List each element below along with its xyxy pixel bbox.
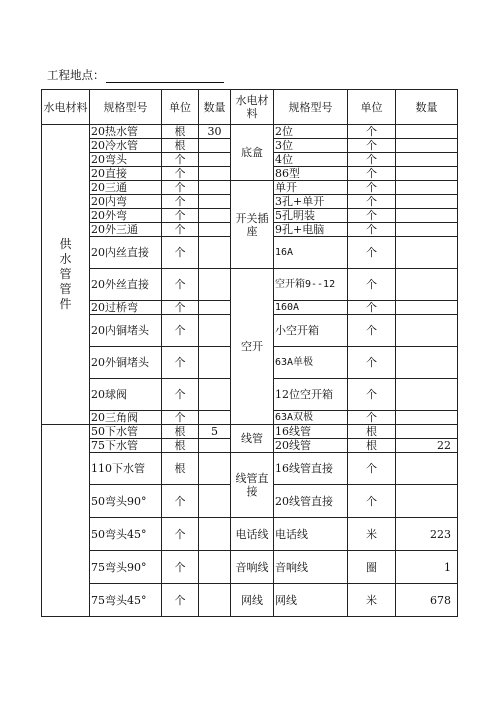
qty-cell-right[interactable] [396, 125, 458, 139]
table-row [42, 518, 458, 551]
category-cell-network: 网线 [231, 584, 274, 617]
spec-cell-right: 3孔+单开 [274, 195, 348, 209]
qty-cell-right[interactable] [396, 425, 458, 439]
qty-cell-right[interactable]: 1 [396, 551, 458, 584]
spec-cell-right: 20线管直接 [274, 485, 348, 518]
unit-cell: 个 [162, 584, 199, 617]
unit-cell-right: 个 [348, 301, 396, 315]
unit-cell-right: 个 [348, 485, 396, 518]
unit-cell: 个 [162, 223, 199, 237]
spec-cell-right: 音响线 [274, 551, 348, 584]
spec-cell-right: 16A [274, 237, 348, 269]
spec-cell-right: 86型 [274, 167, 348, 181]
spec-cell-right: 4位 [274, 153, 348, 167]
category-cell-conduit-joint [231, 453, 274, 518]
category-cell-boxes: 底盒 [231, 125, 274, 181]
qty-cell-right[interactable] [396, 301, 458, 315]
qty-cell-right[interactable]: 22 [396, 439, 458, 453]
header-category: 水电材料 [42, 90, 90, 125]
qty-cell[interactable] [199, 181, 231, 195]
qty-cell-right[interactable] [396, 167, 458, 181]
header-category-2: 水电材料 [231, 90, 274, 125]
unit-cell-right: 根 [348, 425, 396, 439]
qty-cell-right[interactable] [396, 379, 458, 411]
spec-cell: 20外弯 [90, 209, 162, 223]
qty-cell-right[interactable]: 678 [396, 584, 458, 617]
unit-cell-right: 个 [348, 237, 396, 269]
header-unit: 单位 [162, 90, 199, 125]
qty-cell[interactable] [199, 209, 231, 223]
unit-cell: 个 [162, 167, 199, 181]
qty-cell[interactable]: 30 [199, 125, 231, 139]
unit-cell: 个 [162, 269, 199, 301]
table-row [42, 584, 458, 617]
unit-cell-right: 米 [348, 584, 396, 617]
unit-cell-right: 个 [348, 315, 396, 347]
qty-cell[interactable] [199, 347, 231, 379]
qty-cell-right[interactable] [396, 195, 458, 209]
unit-cell-right: 个 [348, 223, 396, 237]
qty-cell-right[interactable] [396, 139, 458, 153]
unit-cell: 个 [162, 485, 199, 518]
qty-cell-right[interactable] [396, 153, 458, 167]
unit-cell-right: 个 [348, 195, 396, 209]
unit-cell-right: 个 [348, 181, 396, 195]
site-line [47, 67, 224, 83]
qty-cell[interactable] [199, 153, 231, 167]
table-row [42, 181, 458, 195]
spec-cell: 20球阀 [90, 379, 162, 411]
spec-cell: 20三角阀 [90, 411, 162, 425]
qty-cell[interactable] [199, 195, 231, 209]
spec-cell-right: 2位 [274, 125, 348, 139]
header-spec: 规格型号 [90, 90, 162, 125]
category-cell-drainage [42, 425, 90, 617]
category-cell-audio: 音响线 [231, 551, 274, 584]
qty-cell-right[interactable] [396, 485, 458, 518]
spec-cell-right: 16线管直接 [274, 453, 348, 485]
spec-cell-right: 12位空开箱 [274, 379, 348, 411]
category-cell-switches [231, 181, 274, 269]
spec-cell: 75弯头90° [90, 551, 162, 584]
spec-cell: 20三通 [90, 181, 162, 195]
spec-cell: 50下水管 [90, 425, 162, 439]
qty-cell[interactable] [199, 269, 231, 301]
qty-cell[interactable] [199, 315, 231, 347]
qty-cell-right[interactable]: 223 [396, 518, 458, 551]
spec-cell: 50弯头90° [90, 485, 162, 518]
qty-cell[interactable]: 5 [199, 425, 231, 439]
qty-cell-right[interactable] [396, 237, 458, 269]
qty-cell[interactable] [199, 485, 231, 518]
spec-cell-right: 160A [274, 301, 348, 315]
qty-cell[interactable] [199, 223, 231, 237]
category-cell-conduit: 线管 [231, 425, 274, 453]
table-row [42, 551, 458, 584]
unit-cell-right: 个 [348, 347, 396, 379]
qty-cell[interactable] [199, 167, 231, 181]
table-row [42, 125, 458, 139]
unit-cell-right: 个 [348, 453, 396, 485]
spec-cell: 20外铜堵头 [90, 347, 162, 379]
category-label-conduit-joint: 线管直接 [235, 472, 269, 498]
spec-cell: 50弯头45° [90, 518, 162, 551]
spec-cell-right: 小空开箱 [274, 315, 348, 347]
spec-cell-right: 空开箱9--12 [274, 269, 348, 301]
unit-cell: 个 [162, 195, 199, 209]
spec-cell: 20内丝直接 [90, 237, 162, 269]
unit-cell-right: 圈 [348, 551, 396, 584]
unit-cell-right: 个 [348, 411, 396, 425]
unit-cell-right: 个 [348, 153, 396, 167]
spec-cell: 75弯头45° [90, 584, 162, 617]
unit-cell: 个 [162, 379, 199, 411]
qty-cell[interactable] [199, 439, 231, 453]
unit-cell: 根 [162, 453, 199, 485]
unit-cell-right: 个 [348, 209, 396, 223]
qty-cell[interactable] [199, 453, 231, 485]
category-label-switches: 开关插座 [235, 211, 269, 238]
qty-cell[interactable] [199, 139, 231, 153]
spec-cell-right: 20线管 [274, 439, 348, 453]
spec-cell: 110下水管 [90, 453, 162, 485]
unit-cell-right: 个 [348, 139, 396, 153]
spec-cell-right: 16线管 [274, 425, 348, 439]
unit-cell-right: 个 [348, 269, 396, 301]
site-input-blank[interactable] [106, 71, 224, 83]
unit-cell: 个 [162, 209, 199, 223]
spec-cell-right: 电话线 [274, 518, 348, 551]
materials-table [41, 89, 458, 617]
header-spec-2: 规格型号 [274, 90, 348, 125]
spec-cell: 20内弯 [90, 195, 162, 209]
header-unit-2: 单位 [348, 90, 396, 125]
unit-cell: 个 [162, 301, 199, 315]
category-cell-breakers: 空开 [231, 269, 274, 425]
unit-cell-right: 根 [348, 439, 396, 453]
unit-cell: 个 [162, 315, 199, 347]
qty-cell-right[interactable] [396, 315, 458, 347]
unit-cell: 个 [162, 347, 199, 379]
qty-cell[interactable] [199, 411, 231, 425]
spec-cell-right: 63A单极 [274, 347, 348, 379]
spec-cell: 20过桥弯 [90, 301, 162, 315]
spec-cell: 20直接 [90, 167, 162, 181]
unit-cell: 个 [162, 181, 199, 195]
unit-cell: 个 [162, 237, 199, 269]
table-row [42, 269, 458, 301]
spec-cell: 20外三通 [90, 223, 162, 237]
qty-cell-right[interactable] [396, 181, 458, 195]
qty-cell[interactable] [199, 301, 231, 315]
spec-cell-right: 网线 [274, 584, 348, 617]
unit-cell: 根 [162, 139, 199, 153]
spec-cell: 75下水管 [90, 439, 162, 453]
header-qty: 数量 [199, 90, 231, 125]
qty-cell[interactable] [199, 237, 231, 269]
header-qty-2: 数量 [396, 90, 458, 125]
qty-cell[interactable] [199, 518, 231, 551]
category-cell-phone: 电话线 [231, 518, 274, 551]
table-row [42, 425, 458, 439]
table-row [42, 453, 458, 485]
spec-cell: 20热水管 [90, 125, 162, 139]
unit-cell: 个 [162, 411, 199, 425]
qty-cell-right[interactable] [396, 453, 458, 485]
qty-cell-right[interactable] [396, 411, 458, 425]
spec-cell-right: 9孔+电脑 [274, 223, 348, 237]
unit-cell: 根 [162, 439, 199, 453]
qty-cell-right[interactable] [396, 269, 458, 301]
spec-cell-right: 63A双极 [274, 411, 348, 425]
category-label: 供水管管件 [59, 237, 72, 311]
spec-cell-right: 5孔明装 [274, 209, 348, 223]
site-label: 工程地点： [47, 68, 105, 82]
spec-cell: 20外丝直接 [90, 269, 162, 301]
spec-cell: 20弯头 [90, 153, 162, 167]
qty-cell-right[interactable] [396, 347, 458, 379]
header-row [42, 90, 458, 125]
qty-cell[interactable] [199, 584, 231, 617]
spec-cell: 20内铜堵头 [90, 315, 162, 347]
spec-cell: 20冷水管 [90, 139, 162, 153]
unit-cell: 根 [162, 125, 199, 139]
spec-cell-right: 单开 [274, 181, 348, 195]
unit-cell-right: 个 [348, 379, 396, 411]
unit-cell: 个 [162, 518, 199, 551]
qty-cell-right[interactable] [396, 209, 458, 223]
unit-cell: 个 [162, 551, 199, 584]
unit-cell-right: 米 [348, 518, 396, 551]
qty-cell[interactable] [199, 379, 231, 411]
unit-cell-right: 个 [348, 167, 396, 181]
unit-cell: 根 [162, 425, 199, 439]
spec-cell-right: 3位 [274, 139, 348, 153]
unit-cell: 个 [162, 153, 199, 167]
qty-cell[interactable] [199, 551, 231, 584]
unit-cell-right: 个 [348, 125, 396, 139]
qty-cell-right[interactable] [396, 223, 458, 237]
category-cell-water-supply [42, 125, 90, 425]
